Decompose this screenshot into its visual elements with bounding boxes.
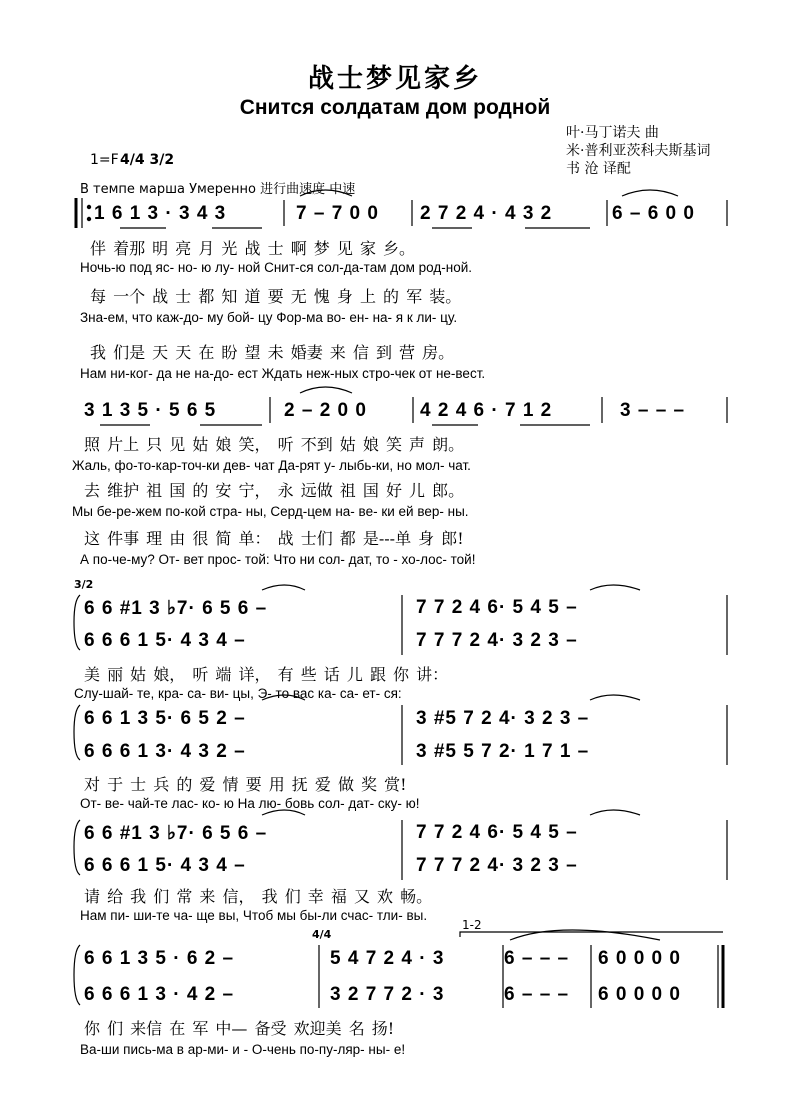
measure-3: 2 7 2 4 · 4 3 2 [420, 203, 553, 224]
measure-lower: 6 6 6 1 3· 4 3 2 – [84, 741, 246, 762]
lyric-line-cn: 美 丽 姑 娘， 听 端 详， 有 些 话 儿 跟 你 讲： [84, 665, 449, 684]
measure-upper: 6 6 #1 3 ♭7· 6 5 6 – [84, 823, 268, 844]
credit-lyricist: 米·普利亚茨科夫斯基词 [566, 143, 711, 159]
lyric-line-ru: Ва-ши пись-ма в ар-ми- и - О-чень по-пу-ляр- ны- е! [80, 1042, 406, 1057]
system-brace [74, 705, 80, 760]
lyric-line-cn: 请 给 我 们 常 来 信， 我 们 幸 福 又 欢 畅。 [84, 887, 433, 906]
volta-bracket [460, 932, 723, 937]
lyric-line-ru: Ночь-ю под яс- но- ю лу- ной Снит-ся сол-да-там дом род-ной. [80, 260, 473, 275]
lyric-line-cn: 我 们是 天 天 在 盼 望 未 婚妻 来 信 到 营 房。 [90, 343, 455, 362]
measure-upper: 6 – – – [504, 948, 570, 969]
tie [622, 190, 678, 196]
measure-2: 7 – 7 0 0 [296, 203, 379, 224]
measure-lower: 7 7 7 2 4· 3 2 3 – [416, 855, 578, 876]
measure-upper: 6 0 0 0 0 [598, 948, 681, 969]
measure-1: 1 6 1 3 · 3 4 3 [94, 203, 227, 224]
measure-6: 2 – 2 0 0 [284, 400, 367, 421]
measure-upper: 6 6 1 3 5 · 6 2 – [84, 948, 235, 969]
measure-upper: 7 7 2 4 6· 5 4 5 – [416, 822, 578, 843]
lyric-line-ru: А по-че-му? От- вет прос- той: Что ни сол- дат, то - хо-лос- той! [80, 552, 476, 567]
slur [590, 810, 640, 815]
measure-upper: 6 6 #1 3 ♭7· 6 5 6 – [84, 598, 268, 619]
measure-7: 4 2 4 6 · 7 1 2 [420, 400, 553, 421]
slur [590, 585, 640, 590]
lyric-line-ru: Нам пи- ши-те ча- ще вы, Чтоб мы бы-ли счас- тли- вы. [80, 908, 428, 923]
system-brace [74, 820, 80, 875]
lyric-line-ru: Нам ни-ког- да не на-до- ест Ждать неж-ных стро-чек от не-вест. [80, 366, 486, 381]
lyric-line-cn: 你 们 来信 在 军 中— 备受 欢迎美 名 扬! [84, 1019, 395, 1038]
page-title-chinese: 战士梦见家乡 [307, 64, 482, 94]
measure-lower: 6 6 6 1 3 · 4 2 – [84, 984, 235, 1005]
page-title-russian: Снится солдатам дом родной [239, 96, 551, 119]
measure-4: 6 – 6 0 0 [612, 203, 695, 224]
measure-lower: 6 0 0 0 0 [598, 984, 681, 1005]
measure-upper: 6 6 1 3 5· 6 5 2 – [84, 708, 246, 729]
lyric-line-ru: От- ве- чай-те лас- ко- ю На лю- бовь сол- дат- ску- ю! [80, 796, 420, 811]
key-signature: 1=F [90, 152, 119, 168]
measure-lower: 3 2 7 7 2 · 3 [330, 984, 445, 1005]
tie [300, 387, 352, 393]
credit-translator: 书 沧 译配 [566, 161, 631, 177]
volta-label: 1-2 [462, 918, 482, 932]
lyric-line-ru: Слу-шай- те, кра- са- ви- цы, Э- то вас ка- са- ет- ся: [74, 686, 402, 701]
measure-lower: 6 6 6 1 5· 4 3 4 – [84, 630, 246, 651]
lyric-line-cn: 伴 着那 明 亮 月 光 战 士 啊 梦 见 家 乡。 [90, 239, 416, 258]
lyric-line-cn: 这 件事 理 由 很 简 单： 战 士们 都 是---单 身 郎! [84, 529, 464, 548]
lyric-line-cn: 照 片上 只 见 姑 娘 笑， 听 不到 姑 娘 笑 声 朗。 [84, 435, 465, 454]
system-brace [74, 595, 80, 650]
measure-5: 3 1 3 5 · 5 6 5 [84, 400, 217, 421]
lyric-line-ru: Зна-ем, что каж-до- му бой- цу Фор-ма во- ен- на- я к ли- цу. [80, 310, 458, 325]
slur [590, 695, 640, 700]
measure-lower: 6 – – – [504, 984, 570, 1005]
meter-change: 4/4 [312, 928, 332, 941]
lyric-line-cn: 每 一个 战 士 都 知 道 要 无 愧 身 上 的 军 装。 [90, 287, 462, 306]
system-brace [74, 945, 80, 1005]
time-signature: 4/4 3/2 [120, 152, 175, 168]
meter-change: 3/2 [74, 578, 94, 591]
lyric-line-ru: Жаль, фо-то-кар-точ-ки дев- чат Да-рят у- лыбь-ки, но мол- чат. [72, 458, 471, 473]
lyric-line-cn: 去 维护 祖 国 的 安 宁， 永 远做 祖 国 好 儿 郎。 [84, 481, 465, 500]
measure-upper: 7 7 2 4 6· 5 4 5 – [416, 597, 578, 618]
measure-lower: 7 7 7 2 4· 3 2 3 – [416, 630, 578, 651]
tempo-marking: В темпе марша Умеренно 进行曲速度 中速 [80, 182, 356, 197]
slur [262, 585, 305, 590]
lyric-line-cn: 对 于 士 兵 的 爱 情 要 用 抚 爱 做 奖 赏! [84, 775, 407, 794]
measure-lower: 6 6 6 1 5· 4 3 4 – [84, 855, 246, 876]
measure-upper: 5 4 7 2 4 · 3 [330, 948, 445, 969]
measure-lower: 3 #5 5 7 2· 1 7 1 – [416, 741, 590, 762]
lyric-line-ru: Мы бе-ре-жем по-кой стра- ны, Серд-цем на- ве- ки ей вер- ны. [72, 504, 469, 519]
measure-8: 3 – – – [620, 400, 686, 421]
measure-upper: 3 #5 7 2 4· 3 2 3 – [416, 708, 590, 729]
credit-composer: 叶·马丁诺夫 曲 [566, 125, 659, 141]
